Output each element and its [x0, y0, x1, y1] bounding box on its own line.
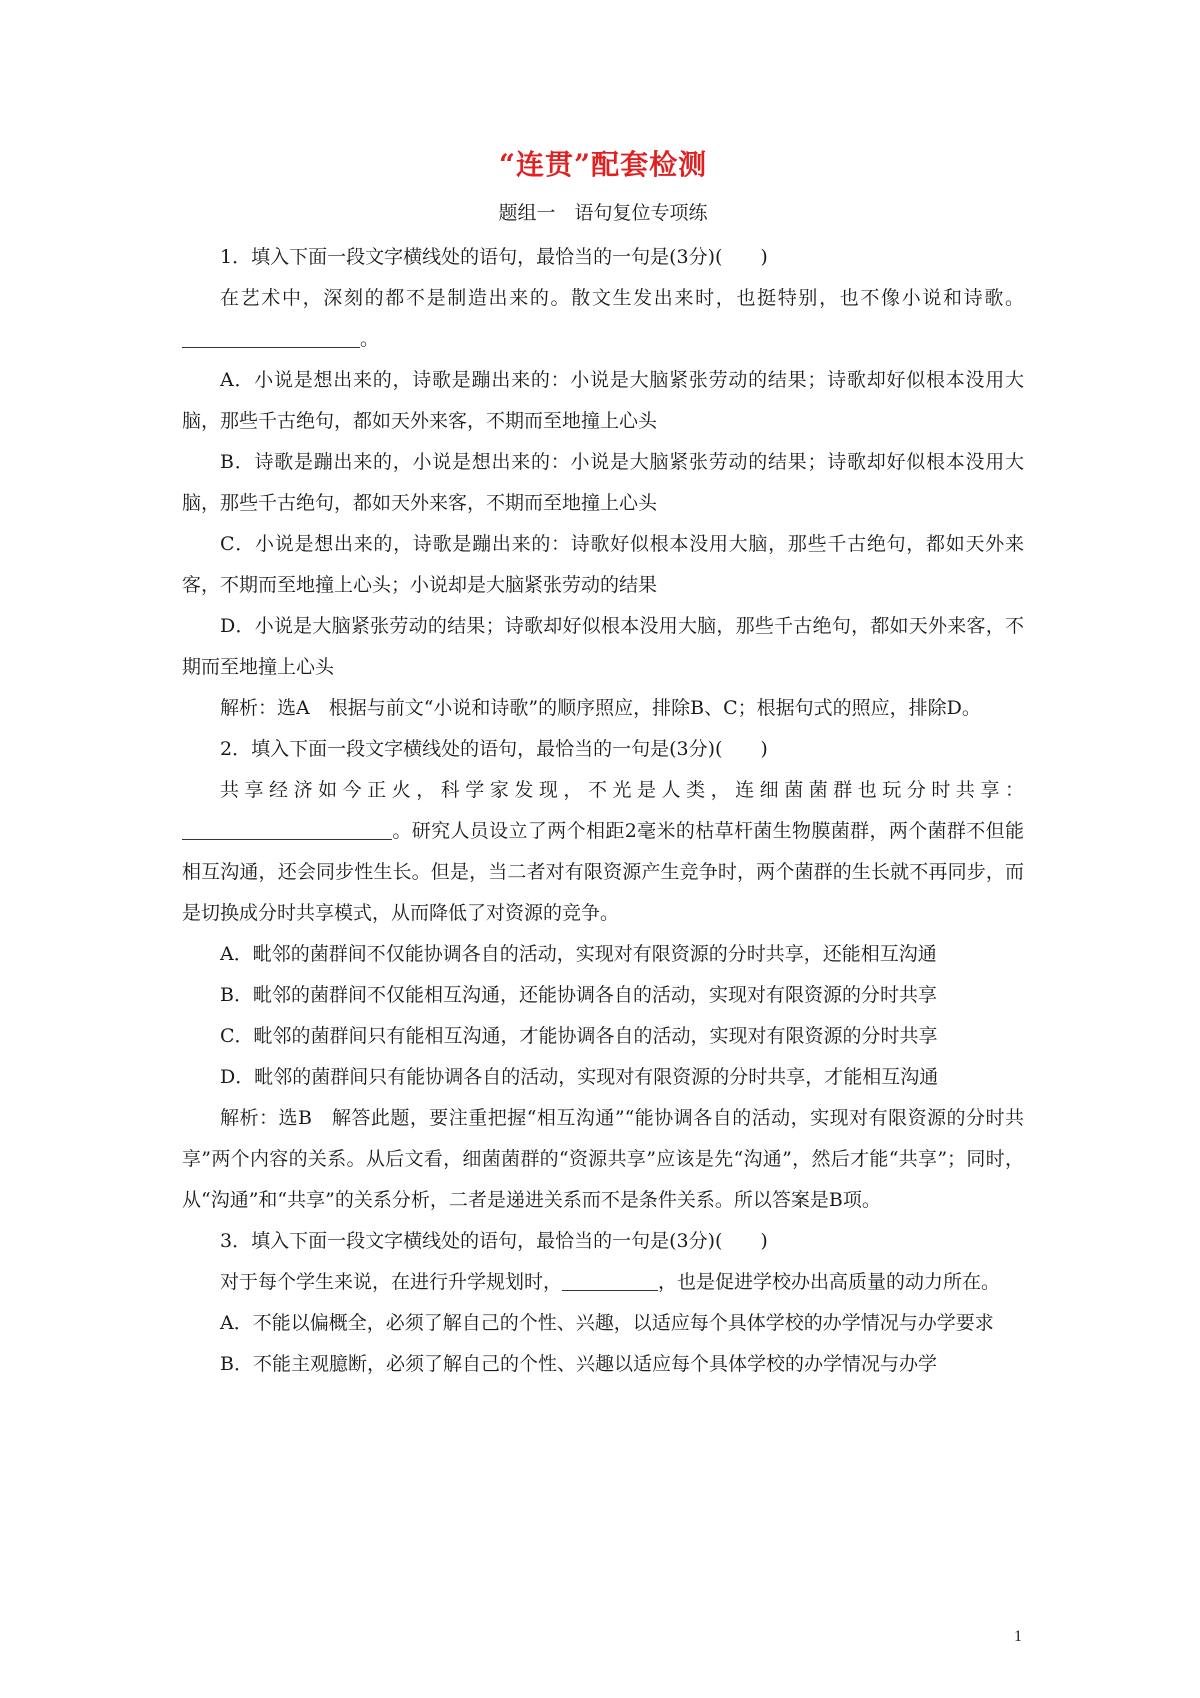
question-2-option-d: D．毗邻的菌群间只有能协调各自的活动，实现对有限资源的分时共享，才能相互沟通 [220, 1066, 939, 1088]
passage-text: 。 [360, 328, 380, 350]
question-3-stem: 3．填入下面一段文字横线处的语句，最恰当的一句是(3分)( ) [220, 1230, 768, 1252]
answer-blank [182, 820, 392, 840]
question-3-option-a: A．不能以偏概全，必须了解自己的个性、兴趣，以适应每个具体学校的办学情况与办学要求 [220, 1312, 994, 1334]
question-1-option-c: C．小说是想出来的，诗歌是蹦出来的：诗歌好似根本没用大脑，那些千古绝句，都如天外来客，不期而至地撞上心头；小说却是大脑紧张劳动的结果 [182, 533, 1024, 596]
question-3-passage [182, 1262, 1024, 1303]
question-1-stem: 1．填入下面一段文字横线处的语句，最恰当的一句是(3分)( ) [220, 246, 768, 268]
question-2-option-b: B．毗邻的菌群间不仅能相互沟通，还能协调各自的活动，实现对有限资源的分时共享 [220, 984, 937, 1006]
question-2-analysis: 解析：选B 解答此题，要注重把握“相互沟通”“能协调各自的活动，实现对有限资源的分时共享”两个内容的关系。从后文看，细菌菌群的“资源共享”应该是先“沟通”，然后才能“共享”；同时，从“沟通”和“共享”的关系分析，二者是递进关系而不是条件关系。所以答案是B项。 [182, 1107, 1024, 1211]
page-content [182, 145, 1024, 1385]
question-1-option-b: B．诗歌是蹦出来的，小说是想出来的：小说是大脑紧张劳动的结果；诗歌却好似根本没用大脑，那些千古绝句，都如天外来客，不期而至地撞上心头 [182, 451, 1024, 514]
answer-blank [562, 1271, 658, 1291]
passage-text: ，也是促进学校办出高质量的动力所在。 [658, 1271, 1001, 1293]
question-1-option-d: D．小说是大脑紧张劳动的结果；诗歌却好似根本没用大脑，那些千古绝句，都如天外来客，不期而至地撞上心头 [182, 615, 1024, 678]
question-2-option-c: C．毗邻的菌群间只有能相互沟通，才能协调各自的活动，实现对有限资源的分时共享 [220, 1025, 938, 1047]
page-title: “连贯”配套检测 [498, 148, 708, 181]
answer-blank [182, 328, 360, 348]
question-1-analysis: 解析：选A 根据与前文“小说和诗歌”的顺序照应，排除B、C；根据句式的照应，排除D。 [220, 697, 981, 719]
question-3-option-b: B．不能主观臆断，必须了解自己的个性、兴趣以适应每个具体学校的办学情况与办学 [220, 1353, 937, 1375]
question-2-option-a: A．毗邻的菌群间不仅能协调各自的活动，实现对有限资源的分时共享，还能相互沟通 [220, 943, 937, 965]
section-heading: 题组一 语句复位专项练 [498, 202, 708, 224]
passage-text: 共享经济如今正火，科学家发现，不光是人类，连细菌菌群也玩分时共享： [220, 779, 1024, 801]
question-1-passage [182, 278, 1024, 360]
page-number: 1 [1014, 1628, 1022, 1645]
question-2-stem: 2．填入下面一段文字横线处的语句，最恰当的一句是(3分)( ) [220, 738, 768, 760]
passage-text: 。研究人员设立了两个相距2毫米的枯草杆菌生物膜菌群，两个菌群不但能相互沟通，还会同步性生长。但是，当二者对有限资源产生竞争时，两个菌群的生长就不再同步，而是切换成分时共享模式，从而降低了对资源的竞争。 [182, 820, 1024, 924]
question-1-option-a: A．小说是想出来的，诗歌是蹦出来的：小说是大脑紧张劳动的结果；诗歌却好似根本没用大脑，那些千古绝句，都如天外来客，不期而至地撞上心头 [182, 369, 1024, 432]
question-2-passage [182, 770, 1024, 934]
passage-text: 在艺术中，深刻的都不是制造出来的。散文生发出来时，也挺特别，也不像小说和诗歌。 [220, 287, 1024, 309]
passage-text: 对于每个学生来说，在进行升学规划时， [220, 1271, 563, 1293]
